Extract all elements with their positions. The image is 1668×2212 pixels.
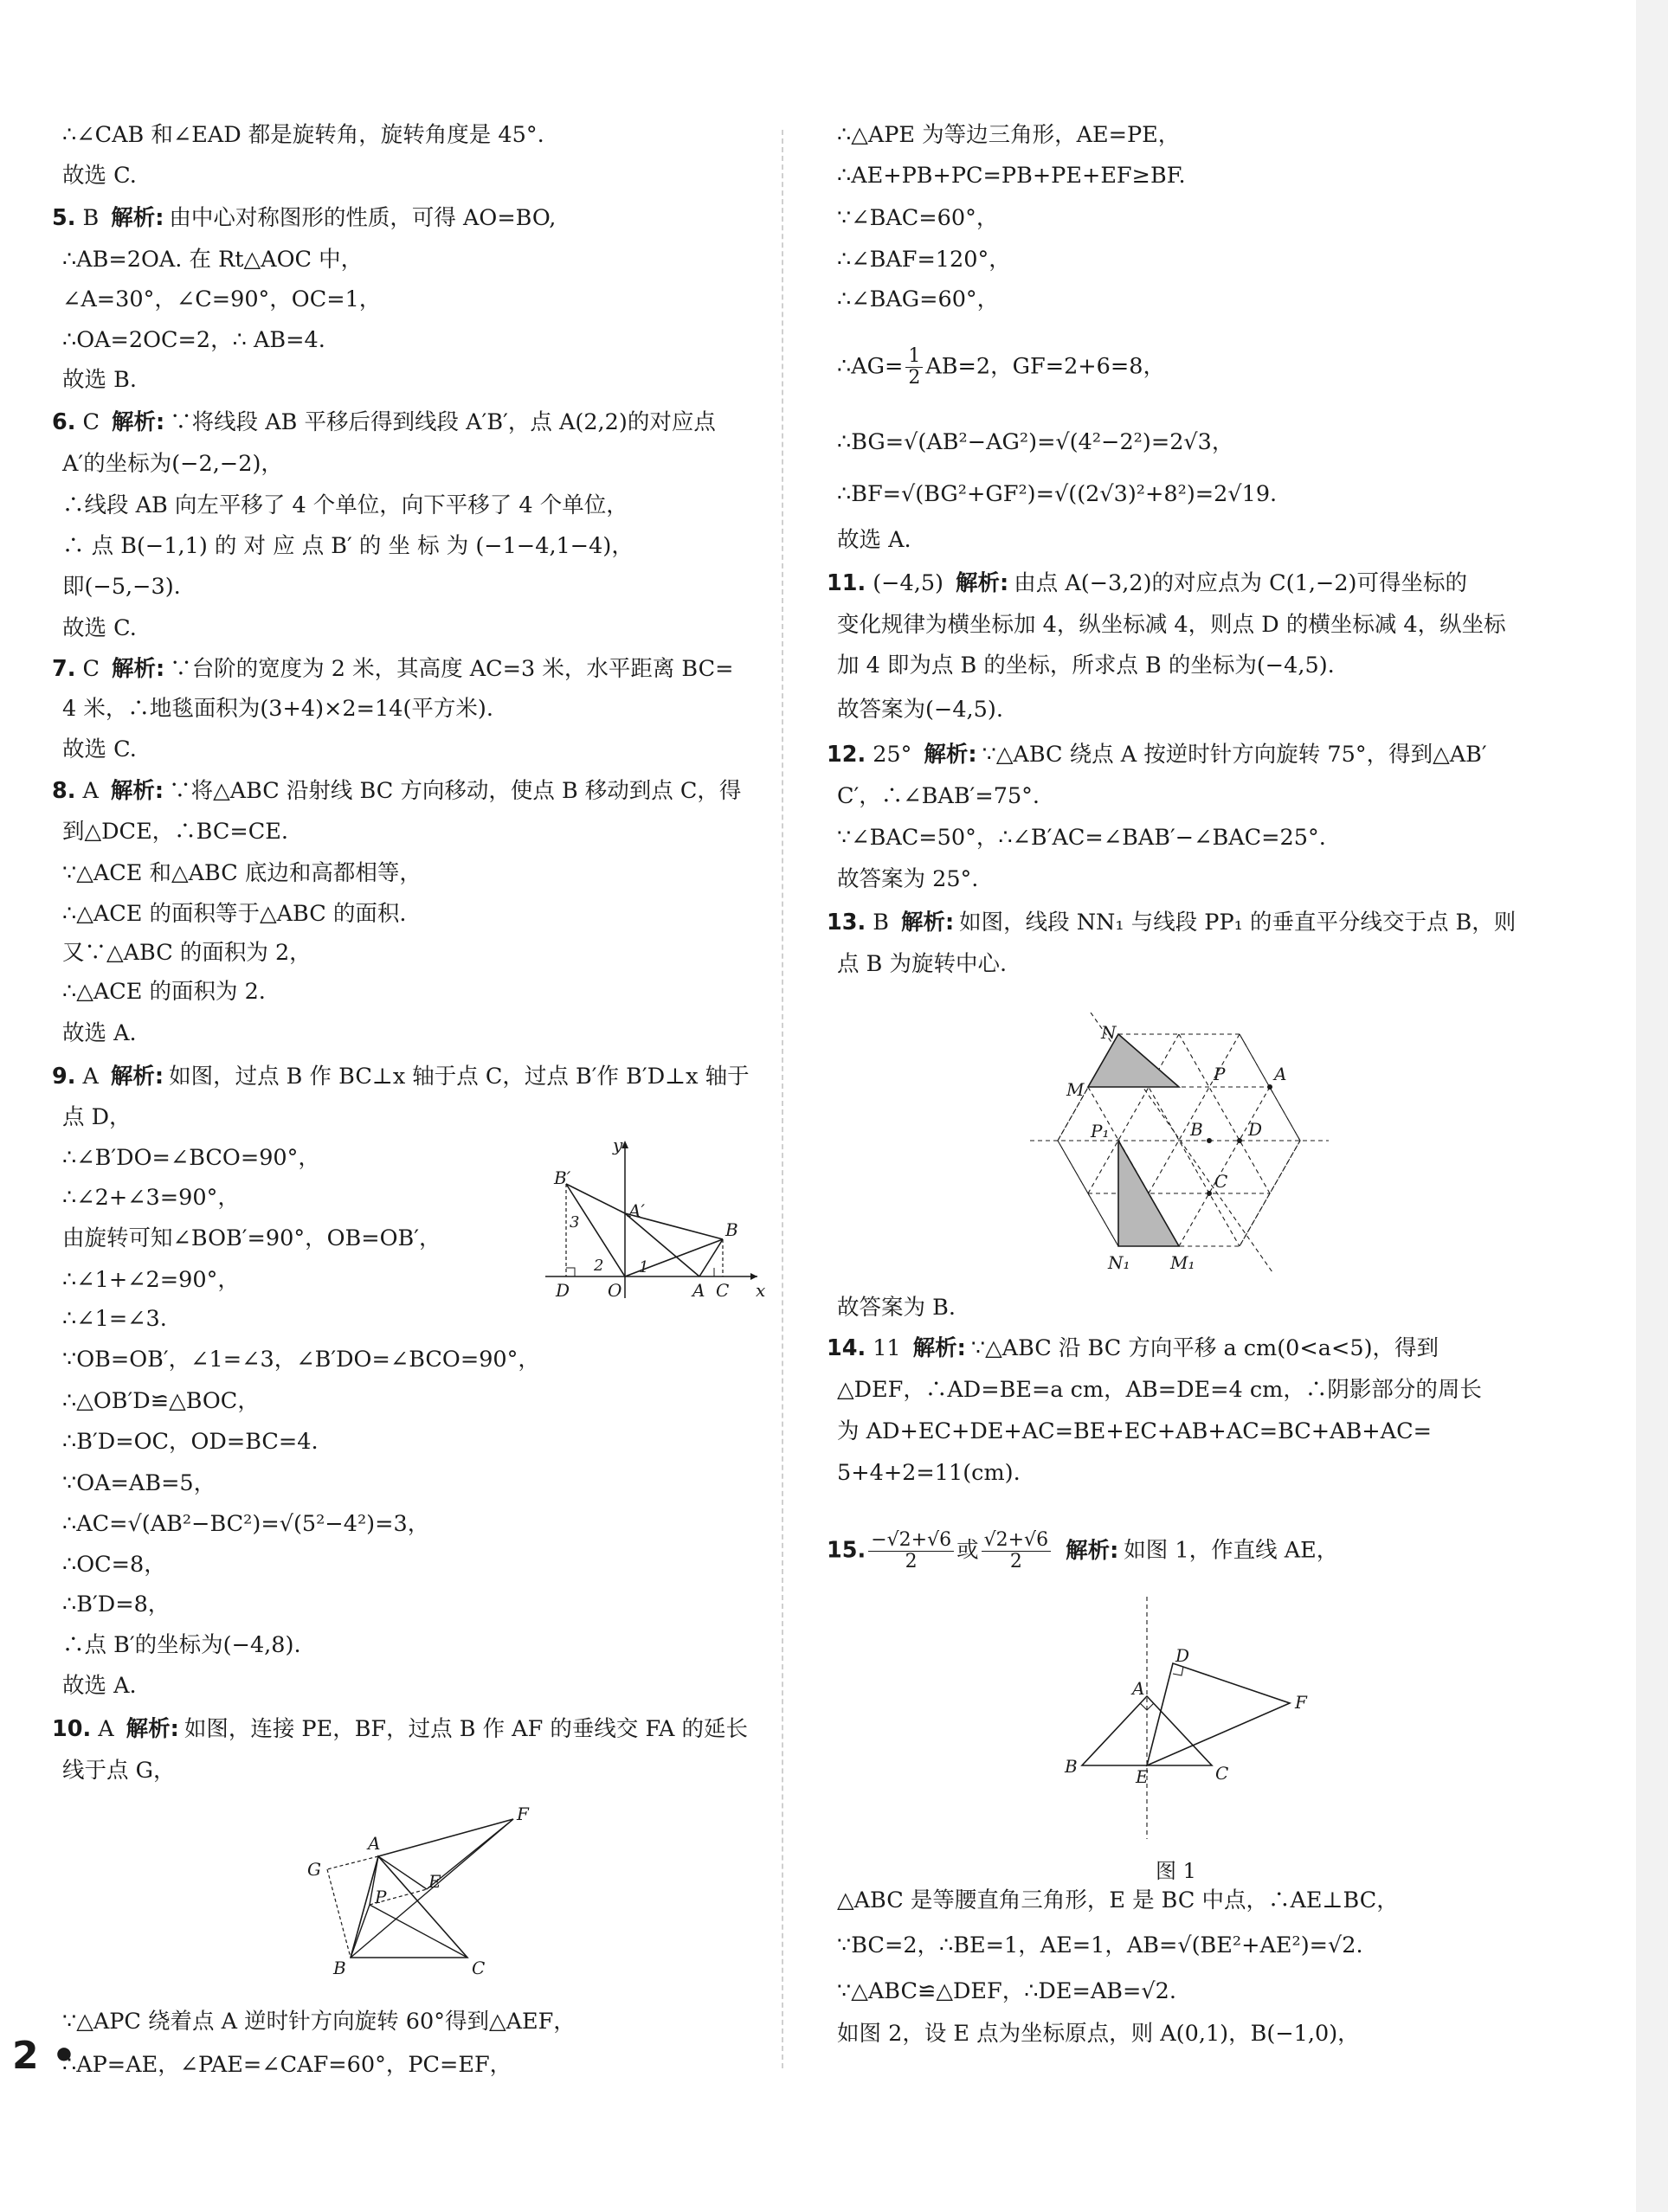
answer: C bbox=[82, 656, 100, 682]
question-number: 5. bbox=[52, 205, 76, 231]
label-p1: P₁ bbox=[1091, 1121, 1110, 1141]
text-line-l36 bbox=[52, 1551, 166, 1579]
label-c: C bbox=[716, 1280, 730, 1301]
line-text: 到△DCE，∴BC=CE. bbox=[62, 819, 289, 845]
label-b: B bbox=[1190, 1119, 1203, 1140]
answer: C bbox=[82, 409, 100, 435]
text-line-l03 bbox=[52, 204, 556, 232]
text-line-l28 bbox=[52, 1225, 441, 1252]
line-text: 故选 C. bbox=[62, 615, 137, 641]
label-b: B bbox=[1065, 1756, 1078, 1777]
text-line-l19 bbox=[52, 859, 422, 887]
text-line-l32 bbox=[52, 1387, 260, 1415]
question-number: 11. bbox=[827, 570, 866, 596]
text-line-l14 bbox=[52, 655, 734, 683]
line-text: ∴△APE 为等边三角形，AE=PE， bbox=[837, 122, 1181, 148]
figure-q13-hex-grid bbox=[1021, 1013, 1342, 1272]
page-edge bbox=[1636, 0, 1668, 2212]
label-p: P bbox=[1214, 1064, 1226, 1084]
label-f: F bbox=[517, 1804, 529, 1824]
text-line-r18 bbox=[827, 909, 1516, 936]
line-text: 又∵△ABC 的面积为 2， bbox=[62, 940, 312, 966]
label-o: O bbox=[608, 1280, 622, 1301]
line-text: 如图，线段 NN₁ 与线段 PP₁ 的垂直平分线交于点 B，则 bbox=[959, 910, 1517, 936]
label-d: D bbox=[556, 1280, 570, 1301]
label-a: A bbox=[1132, 1678, 1145, 1699]
line-text: 变化规律为横坐标加 4，纵坐标减 4，则点 D 的横坐标减 4，纵坐标 bbox=[837, 612, 1506, 638]
text-line-l38 bbox=[52, 1631, 301, 1659]
text-line-r16 bbox=[827, 824, 1326, 852]
analysis-label: 解析: bbox=[110, 778, 164, 804]
line-text: ∴∠1+∠2=90°， bbox=[62, 1267, 240, 1293]
line-text: 故选 A. bbox=[62, 1020, 137, 1046]
answer: (−4,5) bbox=[873, 570, 944, 596]
text-line-r25 bbox=[827, 1530, 1338, 1572]
text-line-l08 bbox=[52, 408, 716, 436]
text-line-r12 bbox=[827, 652, 1335, 679]
analysis-label: 解析: bbox=[111, 205, 164, 231]
text-line-l22 bbox=[52, 978, 266, 1006]
text-line-r13 bbox=[827, 696, 1003, 723]
text-line-r09 bbox=[827, 526, 911, 554]
text-line-l05 bbox=[52, 286, 381, 313]
line-text: 由点 A(−3,2)的对应点为 C(1,−2)可得坐标的 bbox=[1014, 570, 1467, 596]
text-line-r29 bbox=[827, 2020, 1360, 2048]
line-text: 故答案为(−4,5). bbox=[837, 697, 1003, 723]
text-line-r05 bbox=[827, 286, 999, 313]
figure-q15-fig1 bbox=[1039, 1592, 1333, 1843]
line-text: 故选 B. bbox=[62, 367, 137, 393]
line-text: 由旋转可知∠BOB′=90°，OB=OB′， bbox=[62, 1225, 441, 1251]
label-p: P bbox=[375, 1887, 387, 1907]
text-line-l16 bbox=[52, 736, 137, 763]
label-d: D bbox=[1175, 1645, 1190, 1666]
text-line-l10 bbox=[52, 492, 628, 519]
or-word: 或 bbox=[956, 1537, 979, 1564]
text-line-l27 bbox=[52, 1184, 240, 1212]
text-line-l26 bbox=[52, 1144, 320, 1172]
label-e: E bbox=[428, 1871, 441, 1892]
text-line-l42 bbox=[52, 2008, 576, 2035]
label-a: A bbox=[1274, 1064, 1287, 1084]
analysis-label: 解析: bbox=[924, 742, 977, 768]
text-line-l23 bbox=[52, 1019, 137, 1047]
text-line-l29 bbox=[52, 1266, 240, 1294]
text-line-l11 bbox=[52, 532, 634, 560]
line-text: ∴AG= bbox=[837, 353, 904, 380]
label-c: C bbox=[1214, 1171, 1228, 1192]
label-m: M bbox=[1066, 1079, 1085, 1100]
fraction-denominator: 2 bbox=[905, 1551, 918, 1572]
fraction-denominator: 2 bbox=[1009, 1551, 1022, 1572]
text-line-l17 bbox=[52, 777, 741, 805]
line-text: ∵OA=AB=5， bbox=[62, 1470, 216, 1496]
line-text: ∴∠BAF=120°， bbox=[837, 247, 1011, 273]
text-line-l01 bbox=[52, 121, 544, 149]
line-text: ∴B′D=8， bbox=[62, 1591, 171, 1617]
text-line-r20 bbox=[827, 1294, 956, 1321]
line-text: ∵OB=OB′，∠1=∠3，∠B′DO=∠BCO=90°， bbox=[62, 1347, 540, 1373]
label-n: N bbox=[1101, 1022, 1117, 1043]
text-line-r01 bbox=[827, 121, 1180, 149]
line-text: ∵△ABC≌△DEF，∴DE=AB=√2. bbox=[837, 1978, 1176, 2004]
figure-q10 bbox=[299, 1804, 550, 1977]
label-b: B bbox=[725, 1219, 738, 1240]
label-b: B bbox=[333, 1958, 346, 1977]
text-line-r10 bbox=[827, 569, 1467, 597]
text-line-r24 bbox=[827, 1459, 1021, 1487]
line-text: ∴△ACE 的面积为 2. bbox=[62, 979, 266, 1005]
line-text: ∵BC=2，∴BE=1，AE=1，AB=√(BE²+AE²)=√2. bbox=[837, 1932, 1363, 1958]
answer: 25° bbox=[873, 742, 912, 768]
line-text: ∴点 B′的坐标为(−4,8). bbox=[62, 1632, 301, 1658]
question-number: 14. bbox=[827, 1335, 866, 1361]
text-line-l30 bbox=[52, 1305, 167, 1333]
text-line-l41 bbox=[52, 1757, 175, 1784]
text-line-r08 bbox=[827, 480, 1277, 508]
line-text: 故选 A. bbox=[837, 527, 911, 553]
text-line-l09 bbox=[52, 450, 283, 478]
label-c: C bbox=[1215, 1763, 1229, 1784]
line-text: ∵将线段 AB 平移后得到线段 A′B′，点 A(2,2)的对应点 bbox=[170, 409, 716, 435]
analysis-label: 解析: bbox=[110, 1064, 164, 1090]
answer: A bbox=[98, 1716, 114, 1742]
line-text: 如图 2，设 E 点为坐标原点，则 A(0,1)，B(−1,0)， bbox=[837, 2021, 1360, 2047]
text-line-r03 bbox=[827, 204, 998, 232]
line-text: ∴BG=√(AB²−AG²)=√(4²−2²)=2√3， bbox=[837, 429, 1234, 455]
line-text: ∵台阶的宽度为 2 米，其高度 AC=3 米，水平距离 BC= bbox=[170, 656, 734, 682]
page-number: 2 • bbox=[12, 2034, 77, 2078]
label-n1: N₁ bbox=[1108, 1252, 1130, 1272]
text-line-l02 bbox=[52, 162, 137, 190]
column-divider bbox=[782, 130, 783, 2068]
question-number: 13. bbox=[827, 910, 866, 936]
line-text: 即(−5,−3). bbox=[62, 574, 181, 600]
answer: 11 bbox=[873, 1335, 901, 1361]
analysis-label: 解析: bbox=[111, 656, 165, 682]
text-line-l21 bbox=[52, 939, 312, 967]
answer: B bbox=[82, 205, 100, 231]
text-line-r02 bbox=[827, 162, 1186, 190]
analysis-label: 解析: bbox=[126, 1716, 179, 1742]
label-c: C bbox=[472, 1958, 486, 1977]
line-text: ∴∠B′DO=∠BCO=90°， bbox=[62, 1145, 320, 1171]
figure-q9-coordinates bbox=[537, 1134, 770, 1302]
text-line-l31 bbox=[52, 1346, 540, 1373]
line-text: ∴OC=8， bbox=[62, 1552, 166, 1578]
line-text: ∴AP=AE，∠PAE=∠CAF=60°，PC=EF， bbox=[62, 2052, 512, 2078]
label-b-prime: B′ bbox=[554, 1167, 571, 1188]
label-f: F bbox=[1295, 1692, 1307, 1713]
text-line-l35 bbox=[52, 1510, 429, 1538]
line-text: ∴线段 AB 向左平移了 4 个单位，向下平移了 4 个单位， bbox=[62, 492, 628, 518]
line-text: 故选 C. bbox=[62, 163, 137, 189]
line-text: ∴△OB′D≌△BOC， bbox=[62, 1388, 260, 1414]
line-text: 4 米，∴地毯面积为(3+4)×2=14(平方米). bbox=[62, 696, 493, 722]
analysis-label: 解析: bbox=[956, 570, 1009, 596]
label-a-prime: A′ bbox=[628, 1200, 645, 1221]
text-line-r07 bbox=[827, 428, 1233, 456]
line-text: 如图，过点 B 作 BC⊥x 轴于点 C，过点 B′作 B′D⊥x 轴于 bbox=[169, 1064, 750, 1090]
line-text: ∴∠2+∠3=90°， bbox=[62, 1185, 240, 1211]
line-text: ∴ 点 B(−1,1) 的 对 应 点 B′ 的 坐 标 为 (−1−4,1−4)， bbox=[62, 533, 634, 559]
analysis-label: 解析: bbox=[900, 910, 955, 936]
line-text: ∴△ACE 的面积等于△ABC 的面积. bbox=[62, 901, 407, 927]
label-a: A bbox=[368, 1833, 381, 1854]
fraction bbox=[982, 1530, 1051, 1572]
text-line-r28 bbox=[827, 1977, 1176, 2005]
line-text: A′的坐标为(−2,−2)， bbox=[62, 451, 283, 477]
figure-1-caption: 图 1 bbox=[1156, 1859, 1196, 1883]
text-line-r11 bbox=[827, 611, 1506, 639]
text-line-r27 bbox=[827, 1932, 1363, 1959]
text-line-l12 bbox=[52, 573, 181, 601]
text-line-l06 bbox=[52, 326, 325, 354]
question-number: 10. bbox=[52, 1716, 92, 1742]
line-text: ∵将△ABC 沿射线 BC 方向移动，使点 B 移动到点 C，得 bbox=[169, 778, 742, 804]
line-text: ∵∠BAC=50°，∴∠B′AC=∠BAB′−∠BAC=25°. bbox=[837, 825, 1326, 851]
question-number: 9. bbox=[52, 1064, 76, 1090]
text-line-l24 bbox=[52, 1063, 750, 1090]
label-g: G bbox=[307, 1859, 321, 1880]
line-text-continued: AB=2，GF=2+6=8， bbox=[925, 353, 1165, 380]
line-text: 为 AD+EC+DE+AC=BE+EC+AB+AC=BC+AB+AC= bbox=[837, 1418, 1432, 1444]
question-number: 15. bbox=[827, 1537, 866, 1564]
line-text: 故选 A. bbox=[62, 1673, 137, 1699]
question-number: 8. bbox=[52, 778, 76, 804]
text-line-r17 bbox=[827, 865, 978, 893]
label-angle-2: 2 bbox=[594, 1257, 604, 1275]
text-line-l34 bbox=[52, 1469, 216, 1497]
text-line-l07 bbox=[52, 366, 137, 394]
line-text: 如图 1，作直线 AE， bbox=[1124, 1537, 1339, 1564]
line-text: ∵△ACE 和△ABC 底边和高都相等， bbox=[62, 860, 422, 886]
label-d: D bbox=[1248, 1119, 1263, 1140]
text-line-l04 bbox=[52, 246, 363, 273]
text-line-l43 bbox=[52, 2051, 512, 2079]
text-line-r14 bbox=[827, 741, 1487, 768]
text-line-l39 bbox=[52, 1672, 137, 1700]
line-text: ∴AB=2OA. 在 Rt△AOC 中， bbox=[62, 247, 364, 273]
label-angle-1: 1 bbox=[639, 1258, 649, 1276]
line-text: ∴∠1=∠3. bbox=[62, 1306, 167, 1332]
line-text: ∴B′D=OC，OD=BC=4. bbox=[62, 1429, 319, 1455]
line-text: △ABC 是等腰直角三角形，E 是 BC 中点，∴AE⊥BC， bbox=[837, 1887, 1399, 1913]
text-line-r23 bbox=[827, 1418, 1432, 1445]
line-text: 故选 C. bbox=[62, 736, 137, 762]
line-text: 5+4+2=11(cm). bbox=[837, 1460, 1021, 1486]
label-x-axis: x bbox=[756, 1280, 766, 1301]
line-text: 故答案为 B. bbox=[837, 1295, 956, 1321]
line-text: 点 B 为旋转中心. bbox=[837, 951, 1008, 977]
line-text: ∵△ABC 绕点 A 按逆时针方向旋转 75°，得到△AB′ bbox=[982, 742, 1487, 768]
line-text: 加 4 即为点 B 的坐标，所求点 B 的坐标为(−4,5). bbox=[837, 653, 1335, 678]
label-y-axis: y bbox=[613, 1135, 623, 1155]
line-text: ∵∠BAC=60°， bbox=[837, 205, 999, 231]
text-line-r06 bbox=[827, 346, 1165, 389]
label-m1: M₁ bbox=[1170, 1252, 1195, 1272]
text-line-l37 bbox=[52, 1591, 170, 1618]
text-line-r21 bbox=[827, 1334, 1439, 1362]
question-number: 7. bbox=[52, 656, 76, 682]
line-text: 故答案为 25°. bbox=[837, 866, 979, 892]
line-text: △DEF，∴AD=BE=a cm，AB=DE=4 cm，∴阴影部分的周长 bbox=[837, 1377, 1482, 1403]
line-text: ∴∠CAB 和∠EAD 都是旋转角，旋转角度是 45°. bbox=[62, 122, 544, 148]
text-line-l20 bbox=[52, 900, 406, 928]
fraction-numerator: 1 bbox=[905, 346, 923, 368]
line-text: ∴AE+PB+PC=PB+PE+EF≥BF. bbox=[837, 163, 1186, 189]
text-line-r15 bbox=[827, 782, 1040, 810]
label-a: A bbox=[692, 1280, 705, 1301]
text-line-l25 bbox=[52, 1103, 132, 1131]
line-text: ∵△APC 绕着点 A 逆时针方向旋转 60°得到△AEF， bbox=[62, 2009, 576, 2035]
text-line-l15 bbox=[52, 695, 493, 723]
text-line-r04 bbox=[827, 246, 1011, 273]
answer: A bbox=[82, 1064, 99, 1090]
line-text: ∴OA=2OC=2，∴ AB=4. bbox=[62, 327, 325, 353]
text-line-l40 bbox=[52, 1715, 748, 1743]
line-text: 由中心对称图形的性质，可得 AO=BO, bbox=[169, 205, 557, 231]
text-line-r22 bbox=[827, 1376, 1482, 1404]
fraction-numerator: −√2+√6 bbox=[868, 1530, 954, 1552]
question-number: 12. bbox=[827, 742, 866, 768]
text-line-r26 bbox=[827, 1887, 1399, 1914]
line-text: 如图，连接 PE，BF，过点 B 作 AF 的垂线交 FA 的延长 bbox=[184, 1716, 748, 1742]
line-text: 线于点 G， bbox=[62, 1758, 176, 1784]
label-angle-3: 3 bbox=[570, 1213, 580, 1231]
analysis-label: 解析: bbox=[912, 1335, 966, 1361]
fraction bbox=[905, 346, 923, 389]
analysis-label: 解析: bbox=[111, 409, 165, 435]
text-line-l33 bbox=[52, 1428, 319, 1456]
line-text: ∴∠BAG=60°， bbox=[837, 286, 1000, 312]
line-text: C′，∴∠BAB′=75°. bbox=[837, 783, 1040, 809]
answer: A bbox=[82, 778, 99, 804]
label-e: E bbox=[1136, 1766, 1149, 1787]
fraction bbox=[868, 1530, 954, 1572]
line-text: ∴AC=√(AB²−BC²)=√(5²−4²)=3， bbox=[62, 1511, 430, 1537]
line-text: ∠A=30°，∠C=90°，OC=1， bbox=[62, 286, 382, 312]
question-number: 6. bbox=[52, 409, 76, 435]
answer: B bbox=[873, 910, 889, 936]
line-text: ∴BF=√(BG²+GF²)=√((2√3)²+8²)=2√19. bbox=[837, 481, 1278, 507]
analysis-label: 解析: bbox=[1066, 1537, 1119, 1564]
line-text: ∵△ABC 沿 BC 方向平移 a cm(0<a<5)，得到 bbox=[970, 1335, 1439, 1361]
fraction-denominator: 2 bbox=[908, 367, 921, 389]
fraction-numerator: √2+√6 bbox=[982, 1530, 1051, 1552]
text-line-r19 bbox=[827, 950, 1007, 978]
text-line-l13 bbox=[52, 614, 137, 642]
text-line-l18 bbox=[52, 818, 288, 846]
line-text: 点 D， bbox=[62, 1104, 132, 1130]
